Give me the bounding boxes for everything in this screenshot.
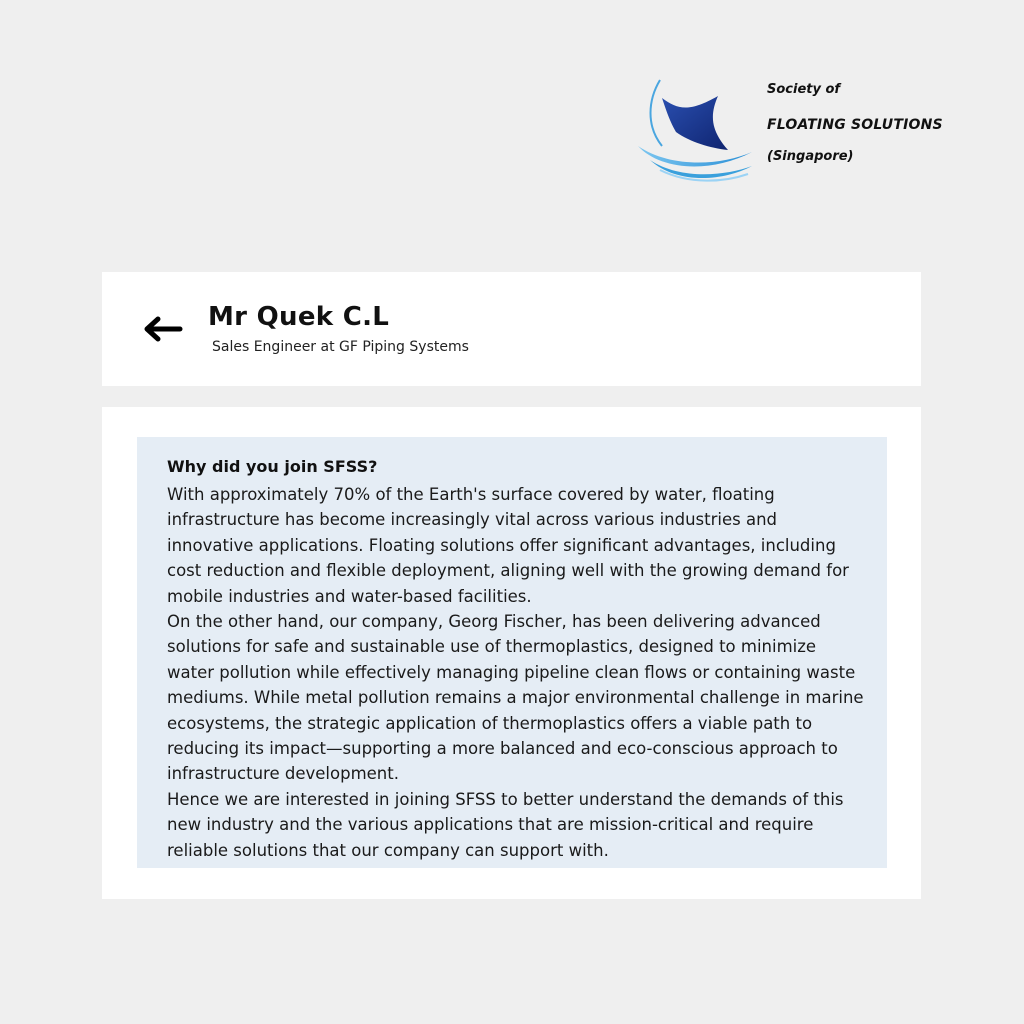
back-button[interactable]: [142, 314, 184, 344]
left-arrow-icon[interactable]: [142, 314, 184, 344]
answer-paragraph: With approximately 70% of the Earth's surface covered by water, floating infrastructure has become increasingly vital across various industries and innovative applications. Floating solutions offer significant advantages, including cost reduction and flexible deployment, aligning well with the growing demand for mobile industries and water-based facilities.: [167, 485, 849, 606]
answer-paragraph: On the other hand, our company, Georg Fischer, has been delivering advanced solutions for safe and sustainable use of thermoplastics, designed to minimize water pollution while effectively managing pipeline clean flows or containing waste mediums. While metal pollution remains a major environmental challenge in marine ecosystems, the strategic application of thermoplastics offers a viable path to reducing its impact—supporting a more balanced and eco-conscious approach to infrastructure development.: [167, 612, 864, 784]
testimonial-card: [102, 407, 921, 899]
logo-line-3: (Singapore): [767, 149, 854, 164]
logo-line-2: FLOATING SOLUTIONS: [767, 117, 943, 133]
profile-header-card: [102, 272, 921, 386]
sfss-logo: [630, 70, 970, 190]
testimonial-box: [137, 437, 887, 868]
sfss-logo-text: [767, 82, 943, 164]
logo-line-1: Society of: [767, 82, 841, 97]
answer-text: [167, 482, 867, 863]
question-heading: Why did you join SFSS?: [167, 457, 378, 476]
person-role: Sales Engineer at GF Piping Systems: [212, 339, 469, 355]
sfss-logo-emblem-icon: [630, 70, 765, 190]
person-name: Mr Quek C.L: [208, 302, 390, 332]
answer-paragraph: Hence we are interested in joining SFSS to better understand the demands of this new industry and the various applications that are mission-critical and require reliable solutions that our company can support with.: [167, 789, 844, 860]
